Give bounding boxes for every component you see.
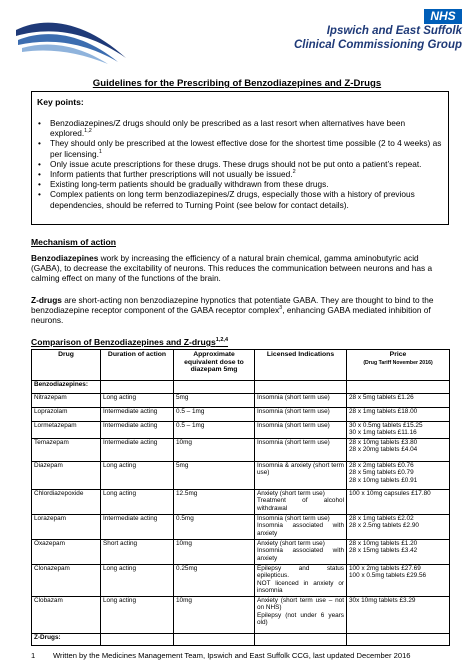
dose-cell: 10mg	[174, 540, 255, 565]
indication-cell: Insomnia (short term use)	[255, 408, 347, 422]
column-header-duration: Duration of action	[101, 350, 174, 381]
drug-cell: Loprazolam	[32, 408, 101, 422]
duration-cell: Short acting	[101, 540, 174, 565]
drug-cell: Chlordiazepoxide	[32, 490, 101, 515]
price-cell: 28 x 10mg tablets £1.20 28 x 15mg tablets £3.42	[347, 540, 450, 565]
dose-cell: 10mg	[174, 439, 255, 462]
dose-cell: 0.5mg	[174, 515, 255, 540]
table-row	[32, 408, 450, 422]
indication-cell: Anxiety (short term use) Insomnia associated with anxiety	[255, 540, 347, 565]
price-cell: 30 x 0.5mg tablets £15.25 30 x 1mg tablets £11.16	[347, 422, 450, 439]
indication-cell: Epilepsy and status epilepticus. NOT licenced in anxiety or insomnia	[255, 565, 347, 597]
drug-cell: Oxazepam	[32, 540, 101, 565]
group-label: Benzodiazepines:	[32, 381, 101, 394]
key-point-item: • Complex patients on long term benzodiazepines/Z drugs, especially those with a history of previous dependencies, should be referred to Turning Point (see below for contact details).	[37, 189, 442, 209]
key-point-item: • Benzodiazepines/Z drugs should only be prescribed as a last resort when alternatives have been explored.$^{1,2}$	[37, 118, 442, 138]
comparison-heading: Comparison of Benzodiazepines and Z-drugs$^{1,2,4}$	[31, 337, 229, 347]
table-row	[32, 490, 450, 515]
group-row-z-drugs	[32, 634, 450, 646]
footer-text: Written by the Medicines Management Team, Ipswich and East Suffolk CCG, last updated December 2016	[53, 651, 411, 660]
dose-cell: 0.5 – 1mg	[174, 422, 255, 439]
drug-cell: Clobazam	[32, 597, 101, 634]
dose-cell: 0.5 – 1mg	[174, 408, 255, 422]
table-row	[32, 422, 450, 439]
benzodiazepines-paragraph: Benzodiazepines work by increasing the efficiency of a natural brain chemical, gamma aminobutyric acid (GABA), to decrease the excitability of neurons. This reduces the communication between neurons and has a calming effect on many of the functions of the brain.	[31, 253, 433, 284]
group-row-benzodiazepines	[32, 381, 450, 394]
key-point-item: • They should only be prescribed at the lowest effective dose for the shortest time possible (2 to 4 weeks) as per licensing.$^1$	[37, 138, 442, 158]
price-cell: 28 x 10mg tablets £3.80 28 x 20mg tablets £4.04	[347, 439, 450, 462]
table-row	[32, 515, 450, 540]
price-cell: 28 x 1mg tablets £2.02 28 x 2.5mg tablets £2.90	[347, 515, 450, 540]
comparison-table	[31, 349, 450, 646]
price-cell: 100 x 10mg capsules £17.80	[347, 490, 450, 515]
drug-cell: Lormetazepam	[32, 422, 101, 439]
z-drugs-paragraph: Z-drugs are short-acting non benzodiazepine hypnotics that potentiate GABA. They are thought to bind to the benzodiazepine receptor component of the GABA receptor complex$^3$, enhancing GABA mediated inhibition of neurons.	[31, 295, 434, 326]
table-row	[32, 597, 450, 634]
indication-cell: Anxiety (short term use) Treatment of alcohol withdrawal	[255, 490, 347, 515]
key-points-heading: Key points:	[37, 97, 84, 107]
dose-cell: 0.25mg	[174, 565, 255, 597]
indication-cell: Anxiety (short term use – not on NHS) Epilepsy (not under 6 years old)	[255, 597, 347, 634]
table-header-row	[32, 350, 450, 381]
organisation-name-line1: Ipswich and East Suffolk	[326, 25, 462, 37]
table-row	[32, 565, 450, 597]
group-label: Z-Drugs:	[32, 634, 101, 646]
duration-cell: Long acting	[101, 597, 174, 634]
duration-cell: Intermediate acting	[101, 408, 174, 422]
indication-cell: Insomnia (short term use) Insomnia associated with anxiety	[255, 515, 347, 540]
column-header-price: Price (Drug Tariff November 2016)	[347, 350, 450, 381]
column-header-dose: Approximate equivalent dose to diazepam 5mg	[174, 350, 255, 381]
mechanism-heading: Mechanism of action	[31, 237, 116, 247]
key-point-item: • Existing long-term patients should be gradually withdrawn from these drugs.	[37, 179, 442, 189]
nhs-logo: NHS	[424, 9, 462, 24]
indication-cell: Insomnia (short term use)	[255, 422, 347, 439]
price-cell: 100 x 2mg tablets £27.69 100 x 0.5mg tablets £29.56	[347, 565, 450, 597]
price-cell: 28 x 2mg tablets £0.76 28 x 5mg tablets £0.79 28 x 10mg tablets £0.91	[347, 462, 450, 490]
dose-cell: 12.5mg	[174, 490, 255, 515]
price-note: (Drug Tariff November 2016)	[363, 359, 433, 366]
duration-cell: Intermediate acting	[101, 439, 174, 462]
key-points-box	[31, 91, 449, 225]
duration-cell: Long acting	[101, 462, 174, 490]
duration-cell: Long acting	[101, 490, 174, 515]
key-point-item: • Only issue acute prescriptions for these drugs. These drugs should not be put onto a patient’s repeat.	[37, 159, 442, 169]
column-header-indications: Licensed Indications	[255, 350, 347, 381]
ccg-swoosh-logo	[14, 12, 134, 64]
table-row	[32, 540, 450, 565]
drug-cell: Nitrazepam	[32, 394, 101, 408]
column-header-drug: Drug	[32, 350, 101, 381]
duration-cell: Long acting	[101, 565, 174, 597]
drug-cell: Diazepam	[32, 462, 101, 490]
table-row	[32, 439, 450, 462]
page-footer	[31, 651, 411, 660]
indication-cell: Insomnia (short term use)	[255, 439, 347, 462]
key-point-item: • Inform patients that further prescriptions will not usually be issued.$^2$	[37, 169, 442, 179]
page-number: 1	[31, 651, 36, 660]
dose-cell: 5mg	[174, 394, 255, 408]
duration-cell: Intermediate acting	[101, 422, 174, 439]
table-row	[32, 462, 450, 490]
dose-cell: 10mg	[174, 597, 255, 634]
document-title: Guidelines for the Prescribing of Benzodiazepines and Z-Drugs	[92, 78, 382, 89]
drug-cell: Lorazepam	[32, 515, 101, 540]
indication-cell: Insomnia (short term use)	[255, 394, 347, 408]
price-cell: 30x 10mg tablets £3.29	[347, 597, 450, 634]
table-row	[32, 394, 450, 408]
duration-cell: Long acting	[101, 394, 174, 408]
dose-cell: 5mg	[174, 462, 255, 490]
price-cell: 28 x 5mg tablets £1.26	[347, 394, 450, 408]
drug-cell: Clonazepam	[32, 565, 101, 597]
key-points-list	[37, 118, 442, 210]
indication-cell: Insomnia & anxiety (short term use)	[255, 462, 347, 490]
price-cell: 28 x 1mg tablets £18.00	[347, 408, 450, 422]
organisation-name-line2: Clinical Commissioning Group	[293, 39, 462, 51]
drug-cell: Temazepam	[32, 439, 101, 462]
duration-cell: Intermediate acting	[101, 515, 174, 540]
